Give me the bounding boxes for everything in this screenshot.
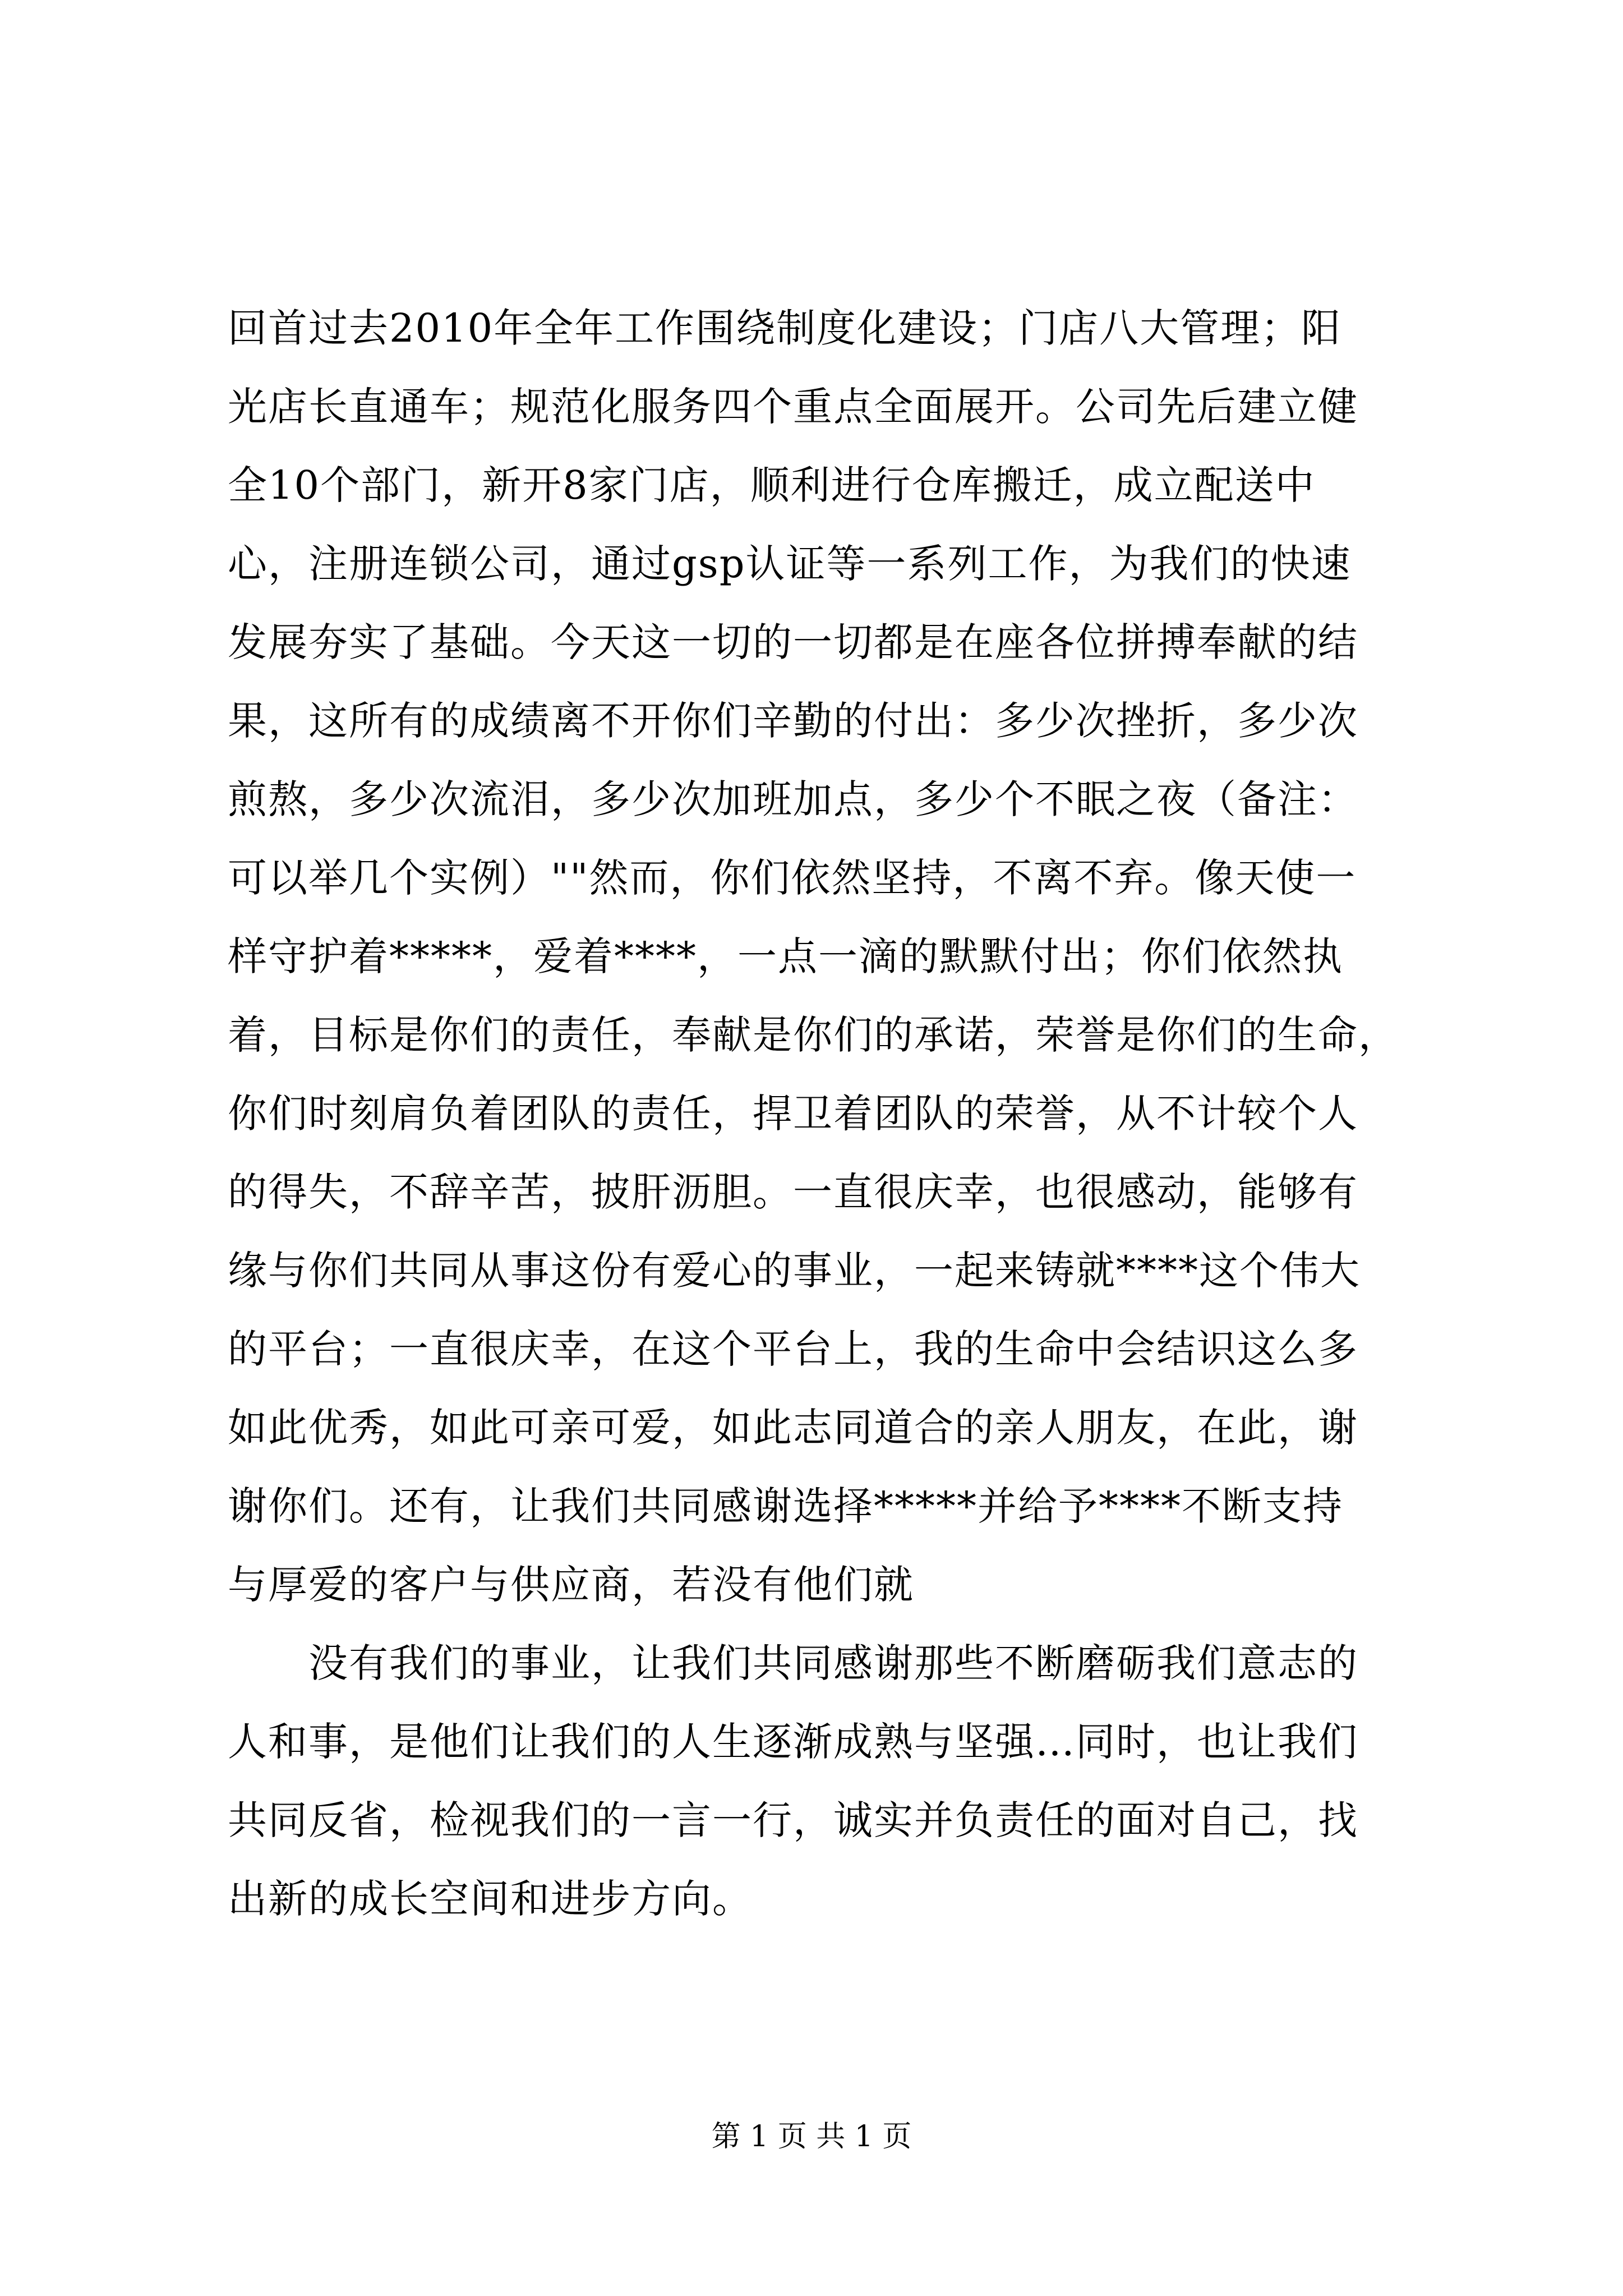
text-line: 果，这所有的成绩离不开你们辛勤的付出：多少次挫折，多少次 [228,698,1358,744]
text-line: 的得失，不辞辛苦，披肝沥胆。一直很庆幸，也很感动，能够有 [228,1169,1358,1215]
text-line: 样守护着*****，爱着****，一点一滴的默默付出；你们依然执 [228,933,1343,979]
text-line: 没有我们的事业，让我们共同感谢那些不断磨砺我们意志的 [228,1640,1358,1686]
text-line: 发展夯实了基础。今天这一切的一切都是在座各位拼搏奉献的结 [228,619,1358,665]
text-line: 煎熬，多少次流泪，多少次加班加点，多少个不眠之夜（备注： [228,776,1358,822]
text-line: 光店长直通车；规范化服务四个重点全面展开。公司先后建立健 [228,384,1358,430]
text-line: 共同反省，检视我们的一言一行，诚实并负责任的面对自己，找 [228,1797,1358,1843]
page-number-label: 第 1 页 共 1 页 [711,2120,912,2154]
text-line: 心，注册连锁公司，通过gsp认证等一系列工作，为我们的快速 [228,541,1352,587]
page-footer [0,2117,1623,2156]
text-line: 你们时刻肩负着团队的责任，捍卫着团队的荣誉，从不计较个人 [228,1091,1358,1137]
body-text [228,289,1435,1938]
text-line: 回首过去2010年全年工作围绕制度化建设；门店八大管理；阳 [228,305,1342,351]
text-line: 谢你们。还有，让我们共同感谢选择*****并给予****不断支持 [228,1483,1343,1529]
text-line: 出新的成长空间和进步方向。 [228,1876,753,1922]
text-line: 人和事，是他们让我们的人生逐渐成熟与坚强…同时，也让我们 [228,1719,1358,1765]
text-line: 可以举几个实例）""然而，你们依然坚持，不离不弃。像天使一 [228,855,1357,901]
text-line: 的平台；一直很庆幸，在这个平台上，我的生命中会结识这么多 [228,1326,1358,1372]
text-line: 着，目标是你们的责任，奉献是你们的承诺，荣誉是你们的生命， [228,1012,1399,1058]
text-line: 如此优秀，如此可亲可爱，如此志同道合的亲人朋友，在此，谢 [228,1405,1358,1451]
text-line: 缘与你们共同从事这份有爱心的事业，一起来铸就****这个伟大 [228,1248,1361,1294]
text-line: 与厚爱的客户与供应商，若没有他们就 [228,1562,914,1608]
text-line: 全10个部门，新开8家门店，顺利进行仓库搬迁，成立配送中 [228,462,1316,508]
